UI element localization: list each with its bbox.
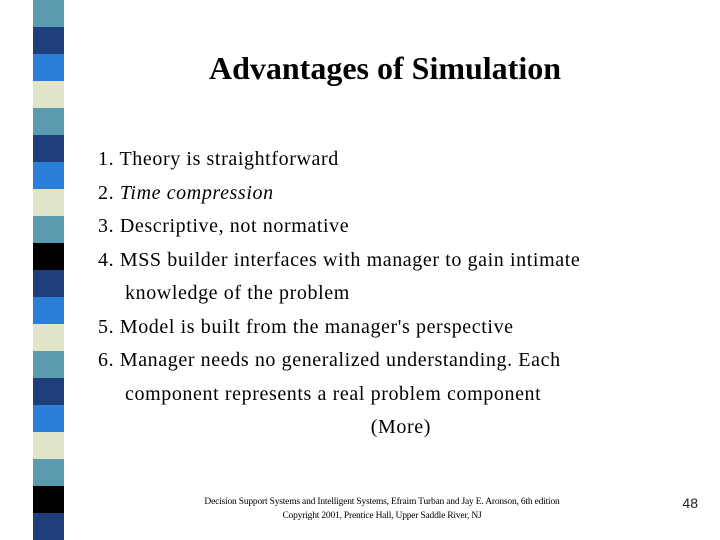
stripe-block [33, 0, 64, 27]
item-number: 1. [98, 148, 115, 170]
stripe-block [33, 351, 64, 378]
item-text: Model is built from the manager's perspective [119, 315, 514, 338]
item-number: 3. [98, 215, 115, 237]
item-number: 6. [98, 349, 115, 371]
list-item [98, 311, 708, 345]
item-continuation: component represents a real problem component [125, 382, 542, 405]
stripe-block [33, 135, 64, 162]
stripe-block [33, 324, 64, 351]
more-label: (More) [370, 416, 431, 438]
stripe-block [33, 243, 64, 270]
advantages-list [98, 143, 708, 445]
footer-line-2: Copyright 2001, Prentice Hall, Upper Saddle River, NJ [282, 511, 482, 521]
stripe-block [33, 189, 64, 216]
list-item [98, 177, 708, 211]
list-item [98, 244, 708, 311]
stripe-block [33, 108, 64, 135]
slide-title: Advantages of Simulation [208, 50, 562, 86]
stripe-block [33, 270, 64, 297]
item-text: Manager needs no generalized understanding. Each [119, 349, 561, 371]
item-text: Descriptive, not normative [119, 215, 350, 237]
stripe-block [33, 459, 64, 486]
item-text: Time compression [119, 181, 274, 204]
stripe-block [33, 216, 64, 243]
item-text: Theory is straightforward [119, 148, 339, 170]
stripe-block [33, 405, 64, 432]
list-item [98, 143, 708, 177]
list-item [98, 210, 708, 244]
list-item [98, 344, 708, 411]
stripe-block [33, 432, 64, 459]
item-text: MSS builder interfaces with manager to gain intimate [119, 248, 581, 271]
stripe-block [33, 297, 64, 324]
stripe-block [33, 513, 64, 540]
stripe-block [33, 378, 64, 405]
stripe-block [33, 162, 64, 189]
item-number: 4. [98, 248, 115, 271]
footer-line-1: Decision Support Systems and Intelligent Systems, Efraim Turban and Jay E. Aronson, 6th edition [204, 497, 560, 507]
item-number: 5. [98, 315, 115, 338]
stripe-block [33, 486, 64, 513]
page-number: 48 [682, 495, 698, 511]
item-number: 2. [98, 181, 115, 204]
footer-citation [172, 495, 592, 523]
item-continuation: knowledge of the problem [125, 282, 350, 304]
